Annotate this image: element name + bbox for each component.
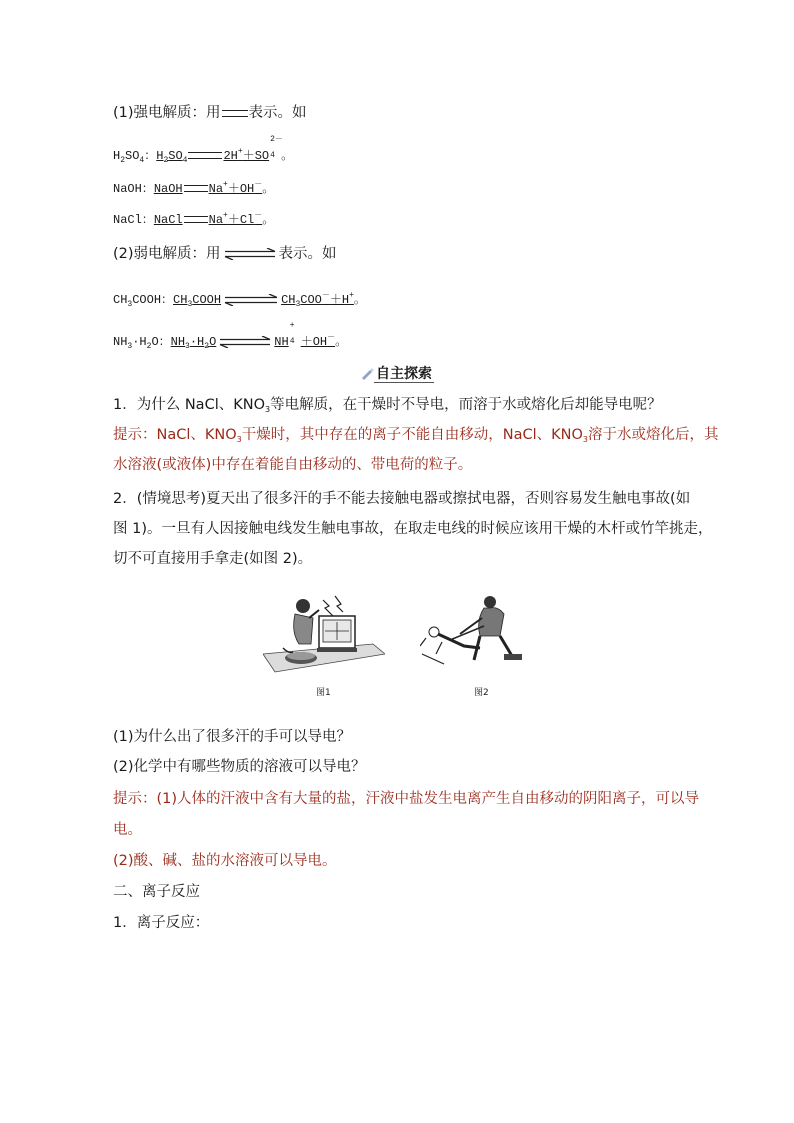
formula-text: ＋OH — [300, 335, 328, 349]
item-1-heading: 1．离子反应： — [113, 915, 210, 931]
formula-text: ·H — [189, 335, 205, 349]
period: 。 — [262, 213, 275, 227]
ion-charge-stack — [269, 135, 283, 161]
figure-1-illustration — [263, 592, 385, 680]
subscript: 3 — [185, 342, 190, 351]
superscript: + — [237, 147, 243, 156]
formula-text: SO — [125, 149, 140, 163]
subscript: 3 — [582, 435, 588, 444]
equals-sign-icon — [188, 152, 222, 159]
formula-text: NaOH — [153, 182, 183, 196]
subscript: 4 — [182, 156, 188, 165]
answer-2-line-3: (2)酸、碱、盐的水溶液可以导电。 — [113, 853, 337, 869]
equation-blank — [154, 213, 262, 227]
equals-sign-icon — [222, 110, 248, 117]
subscript: 2 — [204, 342, 210, 351]
pen-icon — [360, 366, 374, 380]
section-title — [0, 363, 794, 383]
superscript: － — [327, 333, 336, 342]
equation-naoh — [113, 176, 274, 198]
section-title-text: 自主探索 — [376, 366, 432, 382]
formula-label: CH — [113, 293, 128, 307]
formula-text: H — [113, 149, 121, 163]
equation-blank — [173, 293, 354, 307]
formula-text: ＋SO — [242, 149, 270, 163]
subscript: 3 — [187, 300, 193, 309]
subscript: 3 — [127, 342, 133, 351]
period: 。 — [262, 182, 275, 196]
heading-text: (2)弱电解质：用 — [113, 246, 221, 262]
reversible-arrow-icon — [223, 294, 279, 306]
answer-text: 溶于水或熔化后，其 — [588, 427, 719, 443]
superscript: + — [223, 180, 228, 189]
question-2-line-2: 图 1)。一旦有人因接触电线发生触电事故，在取走电线的时候应该用干燥的木杆或竹竿挑走， — [113, 521, 713, 537]
formula-text: COOH — [192, 293, 222, 307]
formula-text: COO — [300, 293, 322, 307]
sub-question-1: (1)为什么出了很多汗的手可以导电？ — [113, 729, 352, 745]
superscript: + — [289, 321, 295, 330]
weak-electrolyte-heading — [113, 244, 337, 264]
subscript: 2 — [120, 156, 126, 165]
formula-label: NaOH： — [113, 182, 154, 196]
equation-blank — [154, 182, 262, 196]
subscript: 4 — [289, 337, 295, 346]
formula-text: 2H — [223, 149, 238, 163]
superscript: － — [254, 211, 263, 220]
heading-text: (1)强电解质：用 — [113, 105, 221, 121]
period: 。 — [335, 335, 348, 349]
formula-text: NH — [170, 335, 186, 349]
figure-2-illustration — [420, 592, 532, 674]
formula-text: ＋Cl — [227, 213, 255, 227]
equation-ch3cooh — [113, 287, 366, 314]
subscript: 3 — [236, 435, 242, 444]
answer-1-line-2: 水溶液(或液体)中存在着能自由移动的、带电荷的粒子。 — [113, 457, 473, 473]
subscript: 2 — [146, 342, 152, 351]
formula-text: CH — [173, 293, 188, 307]
superscript: － — [321, 291, 330, 300]
period: 。 — [281, 149, 294, 163]
equation-nh3-h2o — [113, 321, 348, 356]
superscript: + — [223, 211, 228, 220]
equation-blank — [170, 321, 336, 351]
formula-text: SO — [168, 149, 183, 163]
formula-text: Na — [208, 182, 224, 196]
formula-text: H — [156, 149, 164, 163]
formula-text: ＋OH — [227, 182, 255, 196]
figure-2-caption: 图2 — [474, 688, 489, 698]
strong-electrolyte-heading — [113, 103, 307, 123]
formula-text: NH — [274, 335, 289, 349]
question-text: 1．为什么 NaCl、KNO — [113, 397, 265, 413]
answer-text: 干燥时，其中存在的离子不能自由移动，NaCl、KNO — [241, 427, 583, 443]
formula-text: CH — [281, 293, 296, 307]
equals-sign-icon — [184, 216, 208, 223]
section-heading-ionic-reaction: 二、离子反应 — [113, 884, 200, 900]
figure-1-caption: 图1 — [316, 688, 331, 698]
subscript: 4 — [270, 151, 275, 160]
superscript: 2－ — [270, 135, 283, 144]
question-text: 等电解质，在干燥时不导电，而溶于水或熔化后却能导电呢？ — [270, 397, 662, 413]
equation-blank — [156, 135, 283, 165]
period: 。 — [353, 293, 366, 307]
colon: ： — [144, 149, 157, 163]
equation-nacl — [113, 207, 274, 229]
answer-text: 提示：NaCl、KNO — [113, 427, 237, 443]
answer-1-line-1 — [113, 425, 719, 450]
superscript: － — [254, 180, 263, 189]
formula-label: NaCl： — [113, 213, 154, 227]
heading-text-tail: 表示。如 — [278, 246, 337, 262]
reversible-arrow-icon — [218, 336, 272, 348]
formula-label: NH — [113, 335, 128, 349]
answer-2-line-1: 提示：(1)人体的汗液中含有大量的盐，汗液中盐发生电离产生自由移动的阴阳离子，可以导 — [113, 791, 700, 807]
question-1 — [113, 395, 662, 420]
sub-question-2: (2)化学中有哪些物质的溶液可以导电？ — [113, 759, 366, 775]
reversible-arrow-icon — [223, 248, 277, 260]
formula-text: NaCl — [153, 213, 183, 227]
formula-label: COOH： — [132, 293, 174, 307]
heading-text-tail: 表示。如 — [248, 105, 307, 121]
formula-label: ·H — [132, 335, 147, 349]
subscript: 3 — [295, 300, 301, 309]
formula-label: O： — [151, 335, 171, 349]
equals-sign-icon — [184, 185, 208, 192]
superscript: + — [349, 291, 354, 300]
subscript: 2 — [163, 156, 169, 165]
formula-text: O — [209, 335, 217, 349]
subscript: 4 — [139, 156, 145, 165]
subscript: 3 — [265, 405, 271, 414]
subscript: 3 — [127, 300, 133, 309]
question-2-line-1: 2．(情境思考)夏天出了很多汗的手不能去接触电器或擦拭电器，否则容易发生触电事故(如 — [113, 491, 691, 507]
equation-h2so4 — [113, 135, 294, 170]
answer-2-line-2: 电。 — [113, 822, 142, 838]
formula-text: Na — [208, 213, 224, 227]
ion-charge-stack — [289, 321, 301, 347]
formula-text: ＋H — [329, 293, 350, 307]
question-2-line-3: 切不可直接用手拿走(如图 2)。 — [113, 551, 313, 567]
